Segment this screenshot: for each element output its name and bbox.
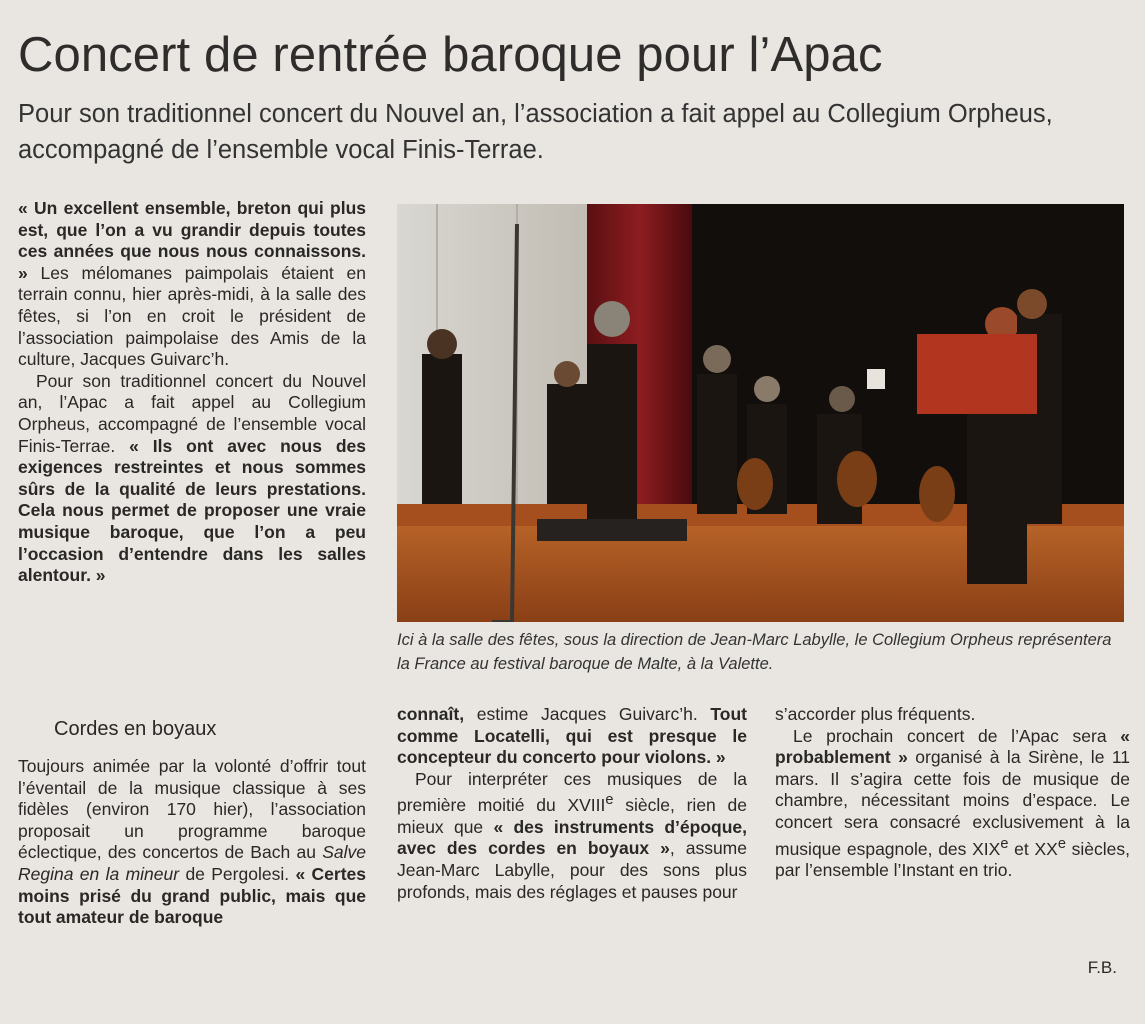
quote-4: Tout comme Locatelli, qui est presque le concepteur du concerto pour violons. »: [397, 704, 747, 768]
paragraph-5: [397, 769, 747, 903]
article-column-1: [18, 198, 366, 587]
paragraph-6: [775, 704, 1130, 726]
paragraph-5-text: Pour interpréter ces musiques de la première moitié du XVIII: [397, 768, 747, 816]
article-column-3: [775, 704, 1130, 882]
paragraph-3-text-2: de Pergolesi.: [179, 863, 296, 884]
ordinal-superscript: e: [605, 792, 614, 809]
quote-5: « des instruments d’époque, avec des cordes en boyaux »: [397, 816, 747, 859]
paragraph-4: [397, 704, 747, 769]
work-title: Salve Regina en la mineur: [18, 842, 366, 884]
quote-opening: « Un excellent ensemble, breton qui plus est, que l’on a vu grandir depuis toutes ces années que nous nous connaissons. »: [18, 198, 366, 283]
photo-caption: Ici à la salle des fêtes, sous la direction de Jean-Marc Labylle, le Collegium Orpheus représentera la France au festival baroque de Malte, à la Valette.: [397, 631, 1112, 673]
article-column-2: [397, 704, 747, 903]
paragraph-7-text: Le prochain concert de l’Apac sera: [793, 725, 1121, 746]
paragraph-7-text-4: siècles, par l’ensemble l’Instant en trio.: [775, 838, 1131, 880]
ordinal-superscript: e: [1057, 835, 1066, 852]
paragraph-4-text: estime Jacques Guivarc’h.: [464, 704, 711, 724]
paragraph-3-text: Toujours animée par la volonté d’offrir tout l’éventail de la musique classique à ses fidèles (environ 170 hier), l’association proposait un programme baroque éclectique, des concertos de Bach au: [18, 756, 366, 863]
subheading: Cordes en boyaux: [54, 718, 217, 740]
concert-photo-illustration: [397, 204, 1124, 622]
paragraph-5-text-2: siècle, rien de mieux que: [397, 795, 747, 837]
quote-6: « probablement »: [775, 725, 1130, 768]
paragraph-7: [775, 726, 1130, 882]
paragraph-1-text: Les mélomanes paimpolais étaient en terrain connu, hier après-midi, à la salle des fêtes, si l’on en croit le président de l’association paimpolaise des Amis de la culture, Jacques Guivarc’h.: [18, 262, 366, 370]
paragraph-2: [18, 371, 366, 587]
quote-2: « Ils ont avec nous des exigences restreintes et nous sommes sûrs de la qualité de leurs prestations. Cela nous permet de proposer une vraie musique baroque, que l’on a peu l’occasion d’entendre dans les salles alentour. »: [18, 435, 366, 586]
quote-3: « Certes moins prisé du grand public, mais que tout amateur de baroque: [18, 863, 366, 928]
paragraph-1: [18, 198, 366, 371]
paragraph-6-text: s’accorder plus fréquents.: [775, 704, 976, 724]
paragraph-5-text-3: , assume Jean-Marc Labylle, pour des sons plus profonds, mais des réglages et pauses pour: [397, 838, 747, 902]
paragraph-3: [18, 756, 366, 929]
paragraph-7-text-3: et XX: [1008, 838, 1058, 859]
paragraph-7-text-2: organisé à la Sirène, le 11 mars. Il s’agira cette fois de musique de chambre, nécessitant moins d’espace. Le concert sera consacré exclusivement à la musique espagnole, des XIX: [775, 747, 1131, 859]
quote-3-end: connaît,: [397, 704, 465, 724]
author-signature: F.B.: [1087, 958, 1117, 977]
article-column-1-continued: [18, 756, 366, 929]
paragraph-2-text: Pour son traditionnel concert du Nouvel an, l’Apac a fait appel au Collegium Orpheus, accompagné de l’ensemble vocal Finis-Terrae.: [18, 370, 366, 456]
concert-photo: [397, 204, 1124, 622]
ordinal-superscript: e: [1000, 835, 1009, 852]
headline: Concert de rentrée baroque pour l’Apac: [18, 28, 883, 82]
standfirst: Pour son traditionnel concert du Nouvel an, l’association a fait appel au Collegium Orpheus, accompagné de l’ensemble vocal Finis-Terrae.: [18, 100, 1053, 164]
